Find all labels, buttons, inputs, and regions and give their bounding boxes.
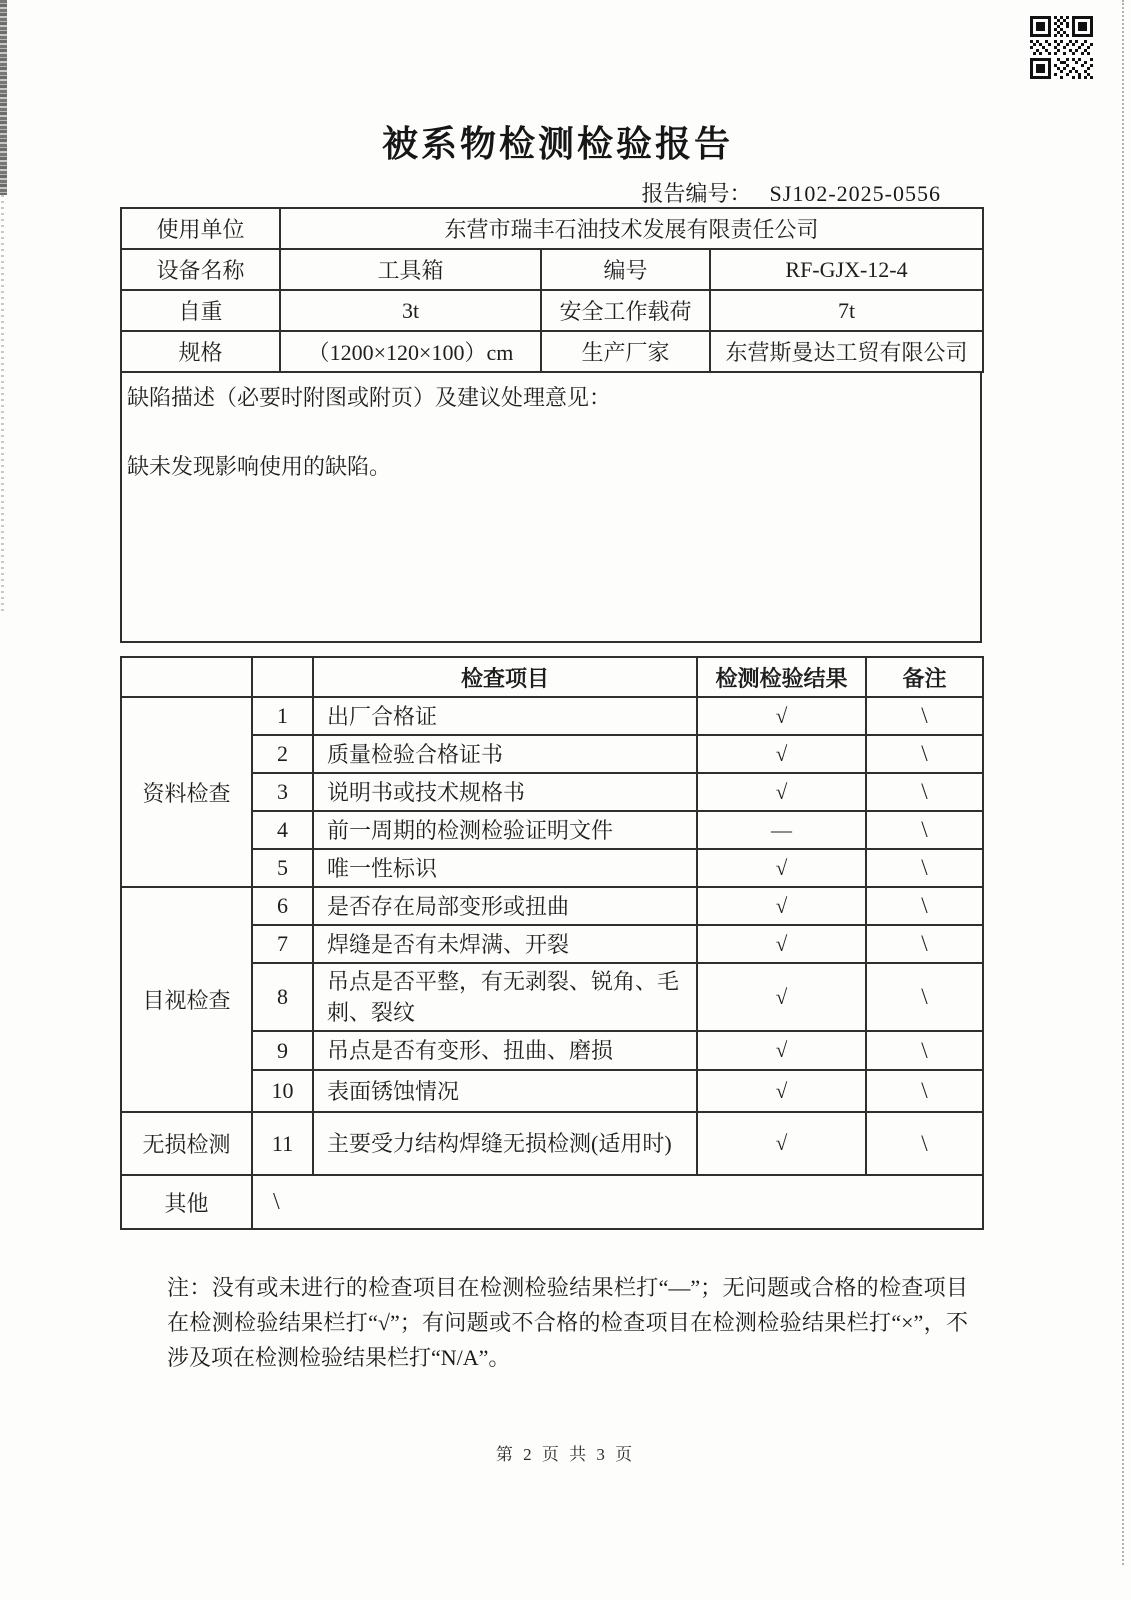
checklist-header-row <box>121 657 983 697</box>
remark-mark: \ <box>866 925 983 963</box>
row-number: 2 <box>252 735 313 773</box>
scan-edge-artifact-left-faint <box>1 195 4 615</box>
table-row <box>121 208 983 249</box>
spec-value: （1200×120×100）cm <box>280 331 541 372</box>
safe-load-label: 安全工作载荷 <box>541 290 710 331</box>
table-row <box>121 887 983 925</box>
device-name-label: 设备名称 <box>121 249 280 290</box>
result-mark: √ <box>697 1070 866 1112</box>
result-mark: √ <box>697 697 866 735</box>
defect-heading: 缺陷描述（必要时附图或附页）及建议处理意见： <box>127 385 612 410</box>
header-result: 检测检验结果 <box>697 657 866 697</box>
inspection-note: 注：没有或未进行的检查项目在检测检验结果栏打“—”；无问题或合格的检查项目在检测检验结果栏打“√”；有问题或不合格的检查项目在检测检验结果栏打“×”，不涉及项在检测检验结果栏打“N/A”。 <box>167 1275 968 1370</box>
row-number: 9 <box>252 1031 313 1070</box>
qr-code-icon <box>1030 16 1093 79</box>
row-number: 4 <box>252 811 313 849</box>
row-number: 10 <box>252 1070 313 1112</box>
report-number-value: SJ102-2025-0556 <box>769 181 941 206</box>
item-text: 出厂合格证 <box>313 697 697 735</box>
result-mark: √ <box>697 1112 866 1175</box>
manufacturer-label: 生产厂家 <box>541 331 710 372</box>
item-text: 质量检验合格证书 <box>313 735 697 773</box>
device-name-value: 工具箱 <box>280 249 541 290</box>
row-number: 6 <box>252 887 313 925</box>
item-text: 唯一性标识 <box>313 849 697 887</box>
item-text: 前一周期的检测检验证明文件 <box>313 811 697 849</box>
result-mark: √ <box>697 849 866 887</box>
table-row <box>121 1175 983 1229</box>
result-mark: √ <box>697 735 866 773</box>
result-mark: √ <box>697 1031 866 1070</box>
other-value: \ <box>252 1175 983 1229</box>
header-category-blank <box>121 657 252 697</box>
remark-mark: \ <box>866 963 983 1031</box>
table-row <box>121 697 983 735</box>
spec-label: 规格 <box>121 331 280 372</box>
item-text: 是否存在局部变形或扭曲 <box>313 887 697 925</box>
remark-mark: \ <box>866 1112 983 1175</box>
serial-value: RF-GJX-12-4 <box>710 249 983 290</box>
usage-unit-label: 使用单位 <box>121 208 280 249</box>
item-text: 主要受力结构焊缝无损检测(适用时) <box>313 1112 697 1175</box>
group-visual-check: 目视检查 <box>121 887 252 1112</box>
remark-mark: \ <box>866 1070 983 1112</box>
report-number <box>642 177 941 208</box>
item-text: 焊缝是否有未焊满、开裂 <box>313 925 697 963</box>
row-number: 3 <box>252 773 313 811</box>
group-ndt: 无损检测 <box>121 1112 252 1175</box>
scan-edge-artifact-right <box>1122 0 1124 1565</box>
equipment-info-table <box>120 207 984 373</box>
remark-mark: \ <box>866 849 983 887</box>
page-footer: 第 2 页 共 3 页 <box>495 1445 636 1464</box>
row-number: 5 <box>252 849 313 887</box>
header-remark: 备注 <box>866 657 983 697</box>
item-text: 说明书或技术规格书 <box>313 773 697 811</box>
header-item: 检查项目 <box>313 657 697 697</box>
remark-mark: \ <box>866 887 983 925</box>
serial-label: 编号 <box>541 249 710 290</box>
result-mark: √ <box>697 773 866 811</box>
usage-unit-value: 东营市瑞丰石油技术发展有限责任公司 <box>280 208 983 249</box>
safe-load-value: 7t <box>710 290 983 331</box>
manufacturer-value: 东营斯曼达工贸有限公司 <box>710 331 983 372</box>
group-other: 其他 <box>121 1175 252 1229</box>
self-weight-label: 自重 <box>121 290 280 331</box>
group-data-check: 资料检查 <box>121 697 252 887</box>
remark-mark: \ <box>866 735 983 773</box>
table-row <box>121 331 983 372</box>
result-mark: √ <box>697 925 866 963</box>
item-text: 吊点是否平整，有无剥裂、锐角、毛刺、裂纹 <box>313 963 697 1031</box>
row-number: 7 <box>252 925 313 963</box>
report-number-label: 报告编号： <box>641 181 752 206</box>
remark-mark: \ <box>866 697 983 735</box>
row-number: 1 <box>252 697 313 735</box>
item-text: 吊点是否有变形、扭曲、磨损 <box>313 1031 697 1070</box>
checklist-table <box>120 656 984 1230</box>
result-mark: √ <box>697 963 866 1031</box>
remark-mark: \ <box>866 811 983 849</box>
self-weight-value: 3t <box>280 290 541 331</box>
row-number: 11 <box>252 1112 313 1175</box>
table-row <box>121 249 983 290</box>
header-number-blank <box>252 657 313 697</box>
defect-description-section <box>120 371 982 643</box>
remark-mark: \ <box>866 773 983 811</box>
remark-mark: \ <box>866 1031 983 1070</box>
result-mark: √ <box>697 887 866 925</box>
page-title: 被系物检测检验报告 <box>381 124 733 164</box>
table-row <box>121 1112 983 1175</box>
result-mark: — <box>697 811 866 849</box>
defect-content: 缺未发现影响使用的缺陷。 <box>127 454 392 479</box>
item-text: 表面锈蚀情况 <box>313 1070 697 1112</box>
row-number: 8 <box>252 963 313 1031</box>
table-row <box>121 290 983 331</box>
